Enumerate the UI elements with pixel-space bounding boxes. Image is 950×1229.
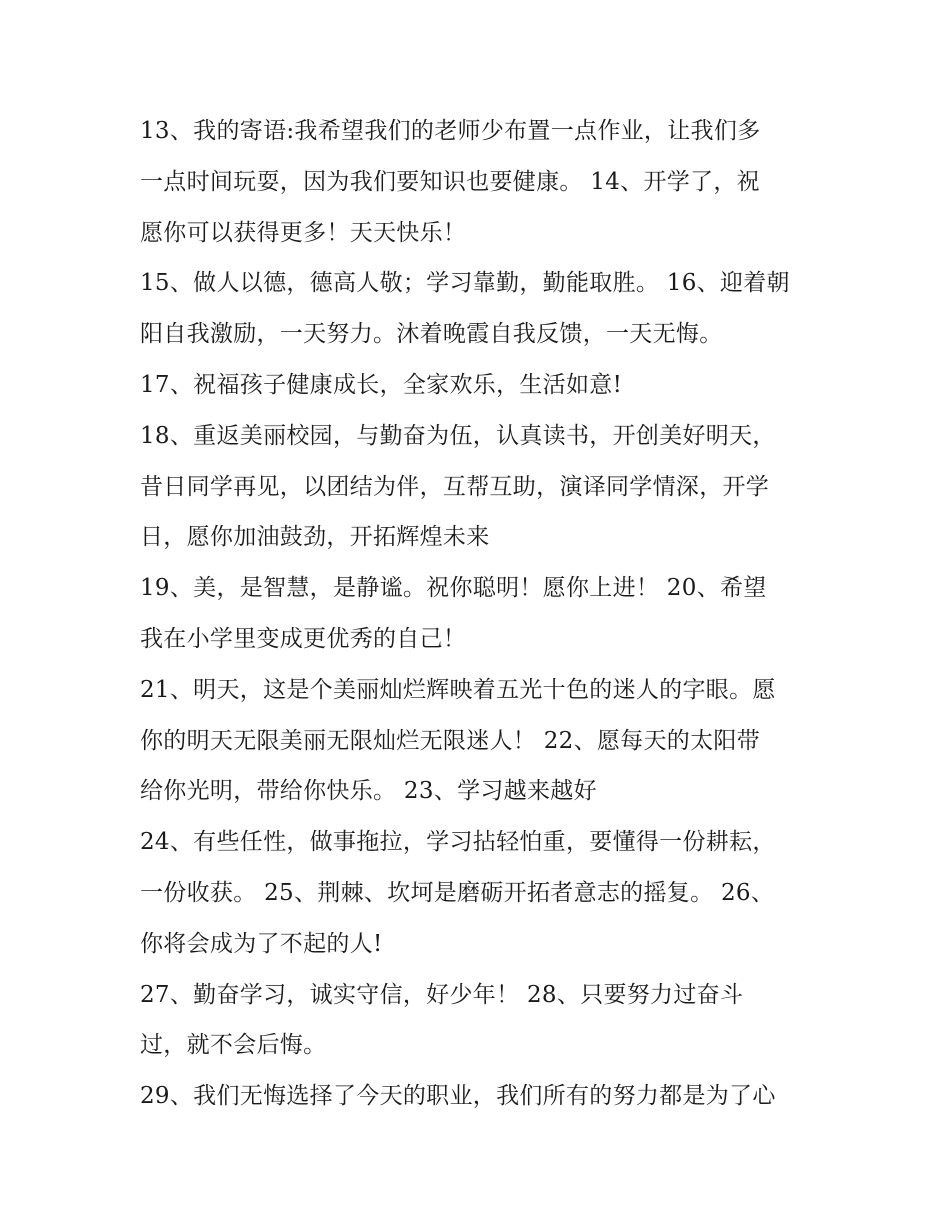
text-line: 愿你可以获得更多！天天快乐！ — [140, 219, 467, 246]
text-line: 一点时间玩耍，因为我们要知识也要健康。 14、开学了，祝 — [140, 168, 760, 195]
text-line: 21、明天，这是个美丽灿烂辉映着五光十色的迷人的字眼。愿 — [140, 676, 776, 703]
text-line: 19、美，是智慧，是静谧。祝你聪明！愿你上进！ 20、希望 — [140, 575, 767, 602]
text-line: 29、我们无悔选择了今天的职业，我们所有的努力都是为了心 — [140, 1083, 776, 1110]
text-line: 阳自我激励，一天努力。沐着晚霞自我反馈，一天无悔。 — [140, 321, 723, 348]
text-line: 13、我的寄语:我希望我们的老师少布置一点作业，让我们多 — [140, 118, 761, 144]
text-line: 你将会成为了不起的人! — [140, 930, 383, 957]
text-line: 昔日同学再见，以团结为伴，互帮互助，演译同学情深，开学 — [140, 473, 770, 500]
text-line: 15、做人以德，德高人敬；学习靠勤，勤能取胜。 16、迎着朝 — [140, 270, 790, 297]
text-line: 你的明天无限美丽无限灿烂无限迷人！ 22、愿每天的太阳带 — [140, 727, 760, 754]
text-line: 27、勤奋学习，诚实守信，好少年！ 28、只要努力过奋斗 — [140, 981, 744, 1008]
text-line: 18、重返美丽校园，与勤奋为伍，认真读书，开创美好明天， — [140, 422, 776, 449]
text-line: 日，愿你加油鼓劲，开拓辉煌未来 — [140, 524, 490, 551]
text-line: 一份收获。 25、荆棘、坎坷是磨砺开拓者意志的摇复。 26、 — [140, 879, 775, 906]
text-line: 我在小学里变成更优秀的自己！ — [140, 625, 467, 652]
text-line: 24、有些任性，做事拖拉，学习拈轻怕重，要懂得一份耕耘， — [140, 829, 776, 856]
text-line: 给你光明，带给你快乐。 23、学习越来越好 — [140, 778, 597, 805]
text-line: 过，就不会后悔。 — [140, 1032, 327, 1059]
document-body — [140, 106, 820, 1122]
text-line: 17、祝福孩子健康成长，全家欢乐，生活如意! — [140, 371, 623, 398]
